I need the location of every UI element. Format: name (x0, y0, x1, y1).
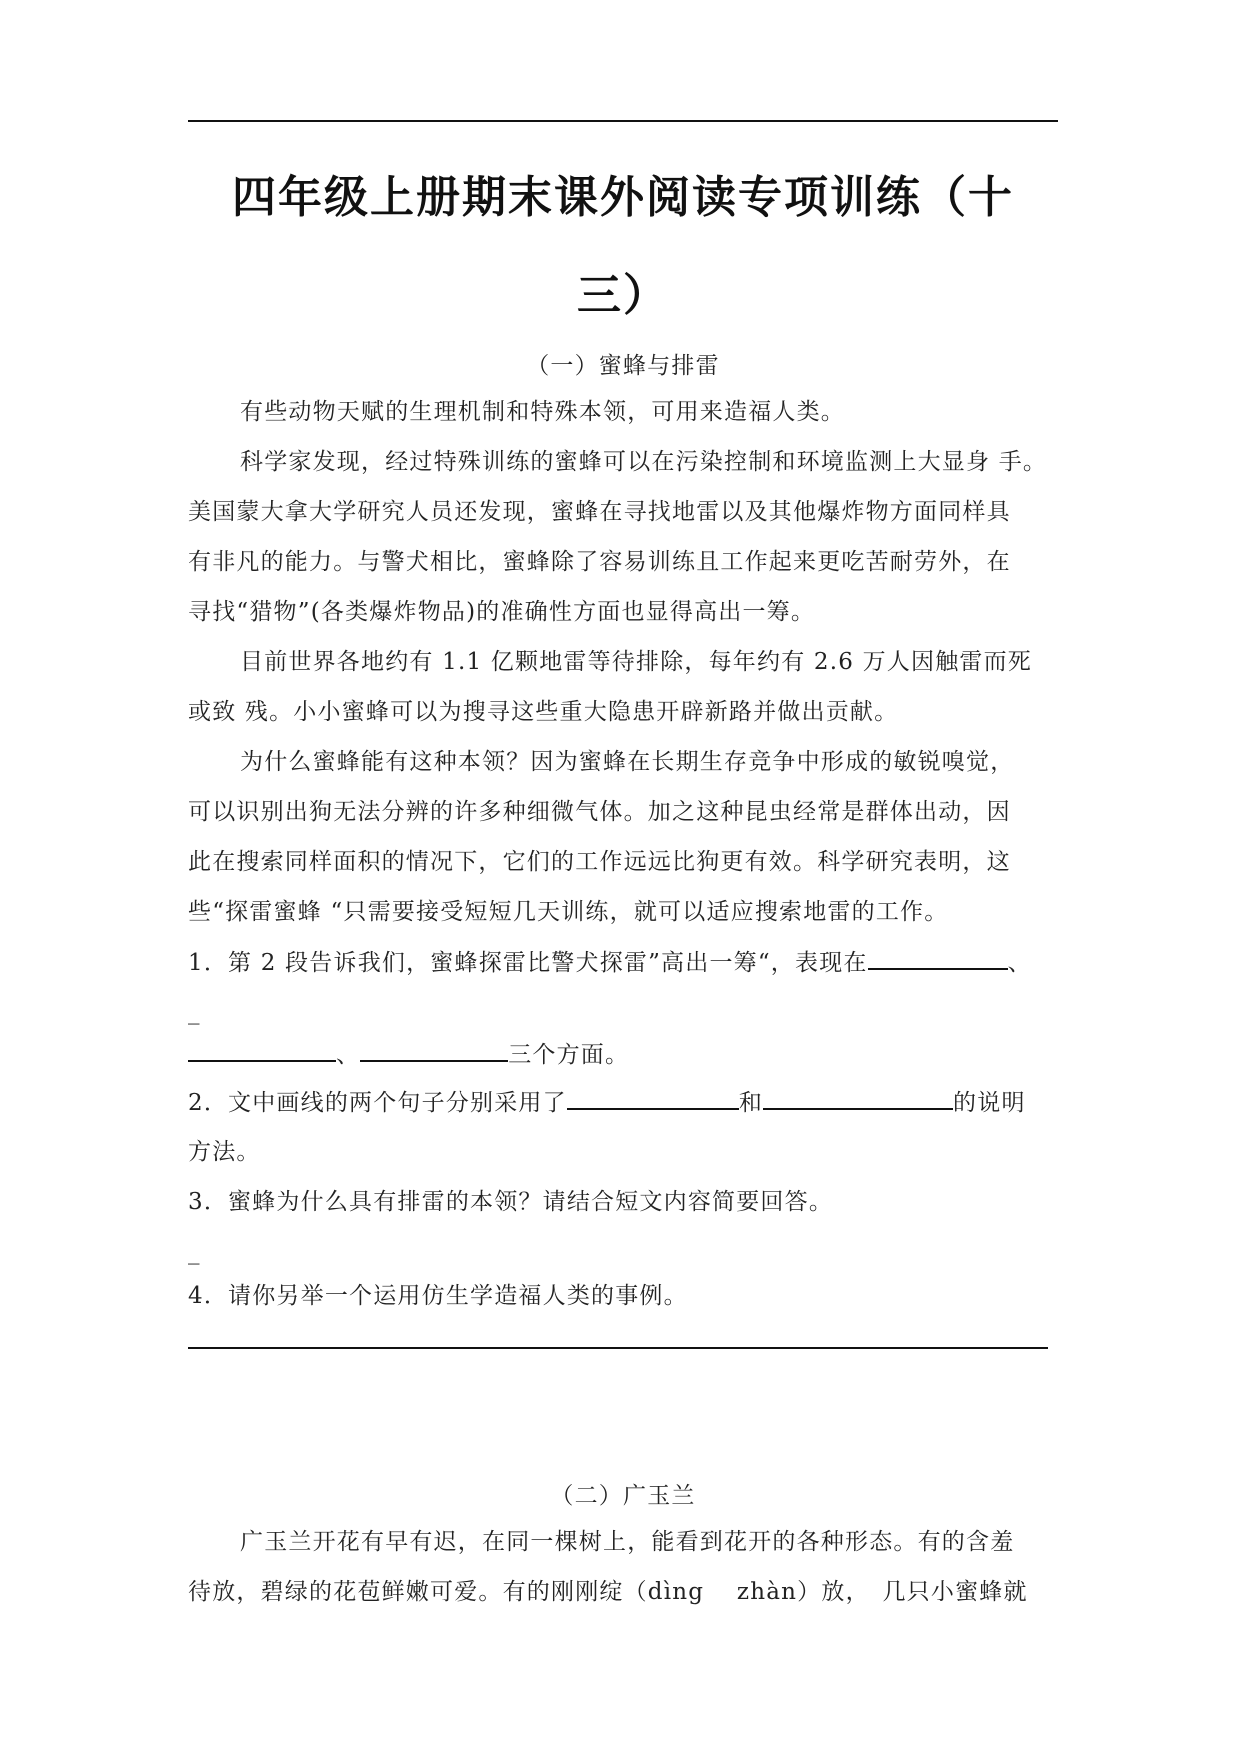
separator: 、 (336, 1042, 361, 1068)
question-1-dash: _ (188, 999, 201, 1025)
question-2-and: 和 (738, 1090, 764, 1116)
question-3-dash: _ (188, 1239, 201, 1265)
paragraph-line: 有些动物天赋的生理机制和特殊本领，可用来造福人类。 (240, 399, 845, 425)
question-1-continued (188, 1038, 1068, 1071)
paragraph-line: 有非凡的能力。与警犬相比，蜜蜂除了容易训练且工作起来更吃苦耐劳外，在 (188, 549, 1011, 575)
answer-blank-1c[interactable] (360, 1038, 508, 1062)
question-2 (188, 1086, 1068, 1119)
question-2-text: 2．文中画线的两个句子分别采用了 (188, 1090, 567, 1116)
question-1-text: 1．第 2 段告诉我们，蜜蜂探雷比警犬探雷”高出一筹“，表现在 (188, 950, 868, 976)
document-title-line2: 三） (577, 270, 669, 321)
top-rule (188, 120, 1058, 122)
paragraph-line: 些“探雷蜜蜂 “只需要接受短短几天训练，就可以适应搜索地雷的工作。 (188, 899, 949, 925)
answer-blank-1a[interactable] (868, 946, 1008, 970)
paragraph-line: 可以识别出狗无法分辨的许多种细微气体。加之这种昆虫经常是群体出动，因 (188, 799, 1011, 825)
paragraph-line: 为什么蜜蜂能有这种本领？因为蜜蜂在长期生存竞争中形成的敏锐嗅觉， (240, 749, 1015, 775)
paragraph-line: 目前世界各地约有 1.1 亿颗地雷等待排除，每年约有 2.6 万人因触雷而死 (240, 649, 1032, 675)
paragraph-line: 寻找“猎物”(各类爆炸物品)的准确性方面也显得高出一筹。 (188, 599, 816, 625)
paragraph-line: 此在搜索同样面积的情况下，它们的工作远远比狗更有效。科学研究表明，这 (188, 849, 1011, 875)
paragraph-line: 广玉兰开花有早有迟，在同一棵树上，能看到花开的各种形态。有的含羞 (240, 1529, 1015, 1555)
question-4: 4．请你另举一个运用仿生学造福人类的事例。 (188, 1283, 688, 1309)
paragraph-line: 美国蒙大拿大学研究人员还发现，蜜蜂在寻找地雷以及其他爆炸物方面同样具 (188, 499, 1011, 525)
question-2-tail: 的说明 (953, 1090, 1026, 1116)
answer-blank-2a[interactable] (567, 1086, 739, 1110)
question-2-continued: 方法。 (188, 1139, 261, 1165)
answer-line-4[interactable] (188, 1347, 1048, 1349)
paragraph-line: 待放，碧绿的花苞鲜嫩可爱。有的刚刚绽（dìng zhàn）放， 几只小蜜蜂就 (188, 1579, 1028, 1605)
paragraph-line: 科学家发现，经过特殊训练的蜜蜂可以在污染控制和环境监测上大显身 手。 (240, 449, 1048, 475)
question-1-tail: 三个方面。 (508, 1042, 630, 1068)
paragraph-line: 或致 残。小小蜜蜂可以为搜寻这些重大隐患开辟新路并做出贡献。 (188, 699, 899, 725)
section1-heading: （一）蜜蜂与排雷 (526, 353, 720, 379)
question-1 (188, 946, 1068, 979)
answer-blank-1b[interactable] (188, 1038, 336, 1062)
document-title-line1: 四年级上册期末课外阅读专项训练（十 (232, 172, 1014, 223)
question-3: 3．蜜蜂为什么具有排雷的本领？请结合短文内容简要回答。 (188, 1189, 834, 1215)
section2-heading: （二）广玉兰 (550, 1483, 696, 1509)
separator: 、 (1007, 950, 1032, 976)
answer-blank-2b[interactable] (763, 1086, 953, 1110)
